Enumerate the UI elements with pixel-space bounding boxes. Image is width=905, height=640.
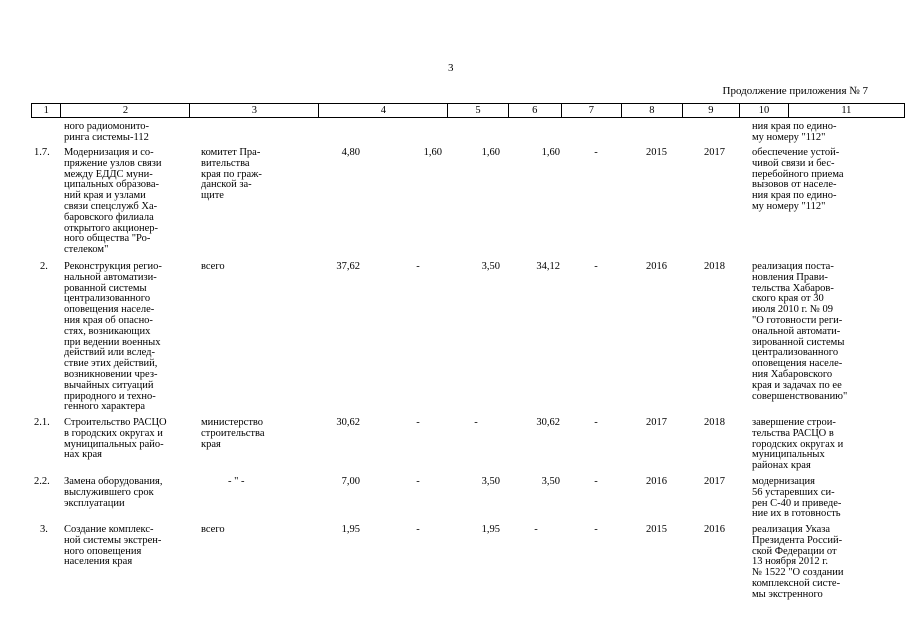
row-year3: 30,62 [536, 417, 560, 428]
row-number: 3. [40, 524, 48, 535]
row-number: 2.2. [34, 476, 50, 487]
col-header-4: 4 [319, 104, 448, 118]
row-number: 1.7. [34, 147, 50, 158]
col-header-8: 8 [622, 104, 682, 118]
row-year4: - [594, 524, 598, 535]
row-year1: 1,60 [423, 147, 442, 158]
row-end: 2018 [704, 417, 725, 428]
col-header-6: 6 [508, 104, 561, 118]
row-end: 2017 [704, 147, 725, 158]
row-name: Реконструкция регио- нальной автоматизи- рованной системы централизованного оповещения населе- ния края об опасно- стях, возникающих при ведении военных действий или вслед- ствие этих действий, возникновении чрез- вычайных ситуаций природного и техно- генного характера [64, 261, 162, 413]
row-total: 7,00 [341, 476, 360, 487]
row-end: 2016 [704, 524, 725, 535]
row-year3: 1,60 [541, 147, 560, 158]
row-year1: - [416, 261, 420, 272]
row-name: Создание комплекс- ной системы экстрен- ного оповещения населения края [64, 524, 162, 568]
row-end: 2018 [704, 261, 725, 272]
row-year2: 1,60 [481, 147, 500, 158]
row-year2: 3,50 [481, 476, 500, 487]
row-year4: - [594, 417, 598, 428]
row-start: 2017 [646, 417, 667, 428]
row-year4: - [594, 261, 598, 272]
col-header-3: 3 [190, 104, 319, 118]
row-total: 4,80 [341, 147, 360, 158]
row-year1: - [416, 476, 420, 487]
row-year2: - [474, 417, 478, 428]
row-year1: - [416, 524, 420, 535]
col-header-10: 10 [740, 104, 789, 118]
row-start: 2016 [646, 261, 667, 272]
page-number: 3 [448, 62, 454, 74]
col-header-5: 5 [448, 104, 508, 118]
row-name: Модернизация и со- пряжение узлов связи между ЕДДС муни- ципальных образова- ний края и узлами связи спецслужб Ха- баровского филиала открытого акционер- ного общества "Ро- стелеком" [64, 147, 162, 256]
row-name: Замена оборудования, выслужившего срок эксплуатации [64, 476, 163, 509]
row-total: 30,62 [336, 417, 360, 428]
row-start: 2015 [646, 524, 667, 535]
row-name: ного радиомонито- ринга системы-112 [64, 121, 150, 143]
row-end: 2017 [704, 476, 725, 487]
row-executor: - " - [228, 476, 245, 487]
row-year1: - [416, 417, 420, 428]
row-result: реализация поста- новления Прави- тельства Хабаров- ского края от 30 июля 2010 г. № 09 "О готовности реги- ональной автомати- зированной системы централизованного оповещения населе- ния Хабаровского края и задачах по ее совершенствованию" [752, 261, 848, 402]
col-header-7: 7 [561, 104, 621, 118]
row-number: 2. [40, 261, 48, 272]
row-year4: - [594, 147, 598, 158]
row-name: Строительство РАСЦО в городских округах и муниципальных райо- нах края [64, 417, 167, 461]
row-result: ния края по едино- му номеру "112" [752, 121, 837, 143]
row-total: 1,95 [341, 524, 360, 535]
row-result: обеспечение устой- чивой связи и бес- перебойного приема вызовов от населе- ния края по едино- му номеру "112" [752, 147, 844, 212]
row-start: 2016 [646, 476, 667, 487]
row-start: 2015 [646, 147, 667, 158]
col-header-2: 2 [61, 104, 190, 118]
column-header-row [31, 103, 905, 118]
row-result: модернизация 56 устаревших си- рен С-40 и приведе- ние их в готовность [752, 476, 842, 520]
row-result: реализация Указа Президента Россий- ской Федерации от 13 ноября 2012 г. № 1522 "О создании комплексной систе- мы экстренного [752, 524, 844, 600]
row-year2: 3,50 [481, 261, 500, 272]
col-header-11: 11 [788, 104, 904, 118]
row-executor: всего [201, 524, 225, 535]
col-header-1: 1 [32, 104, 61, 118]
row-total: 37,62 [336, 261, 360, 272]
row-year3: 3,50 [541, 476, 560, 487]
row-result: завершение строи- тельства РАСЦО в городских округах и муниципальных районах края [752, 417, 844, 472]
row-year4: - [594, 476, 598, 487]
col-header-9: 9 [682, 104, 740, 118]
row-number: 2.1. [34, 417, 50, 428]
row-year3: - [534, 524, 538, 535]
row-executor: министерство строительства края [201, 417, 265, 450]
row-executor: всего [201, 261, 225, 272]
row-year3: 34,12 [536, 261, 560, 272]
row-executor: комитет Пра- вительства края по граж- данской за- щите [201, 147, 262, 202]
continuation-label: Продолжение приложения № 7 [722, 85, 868, 97]
row-year2: 1,95 [481, 524, 500, 535]
